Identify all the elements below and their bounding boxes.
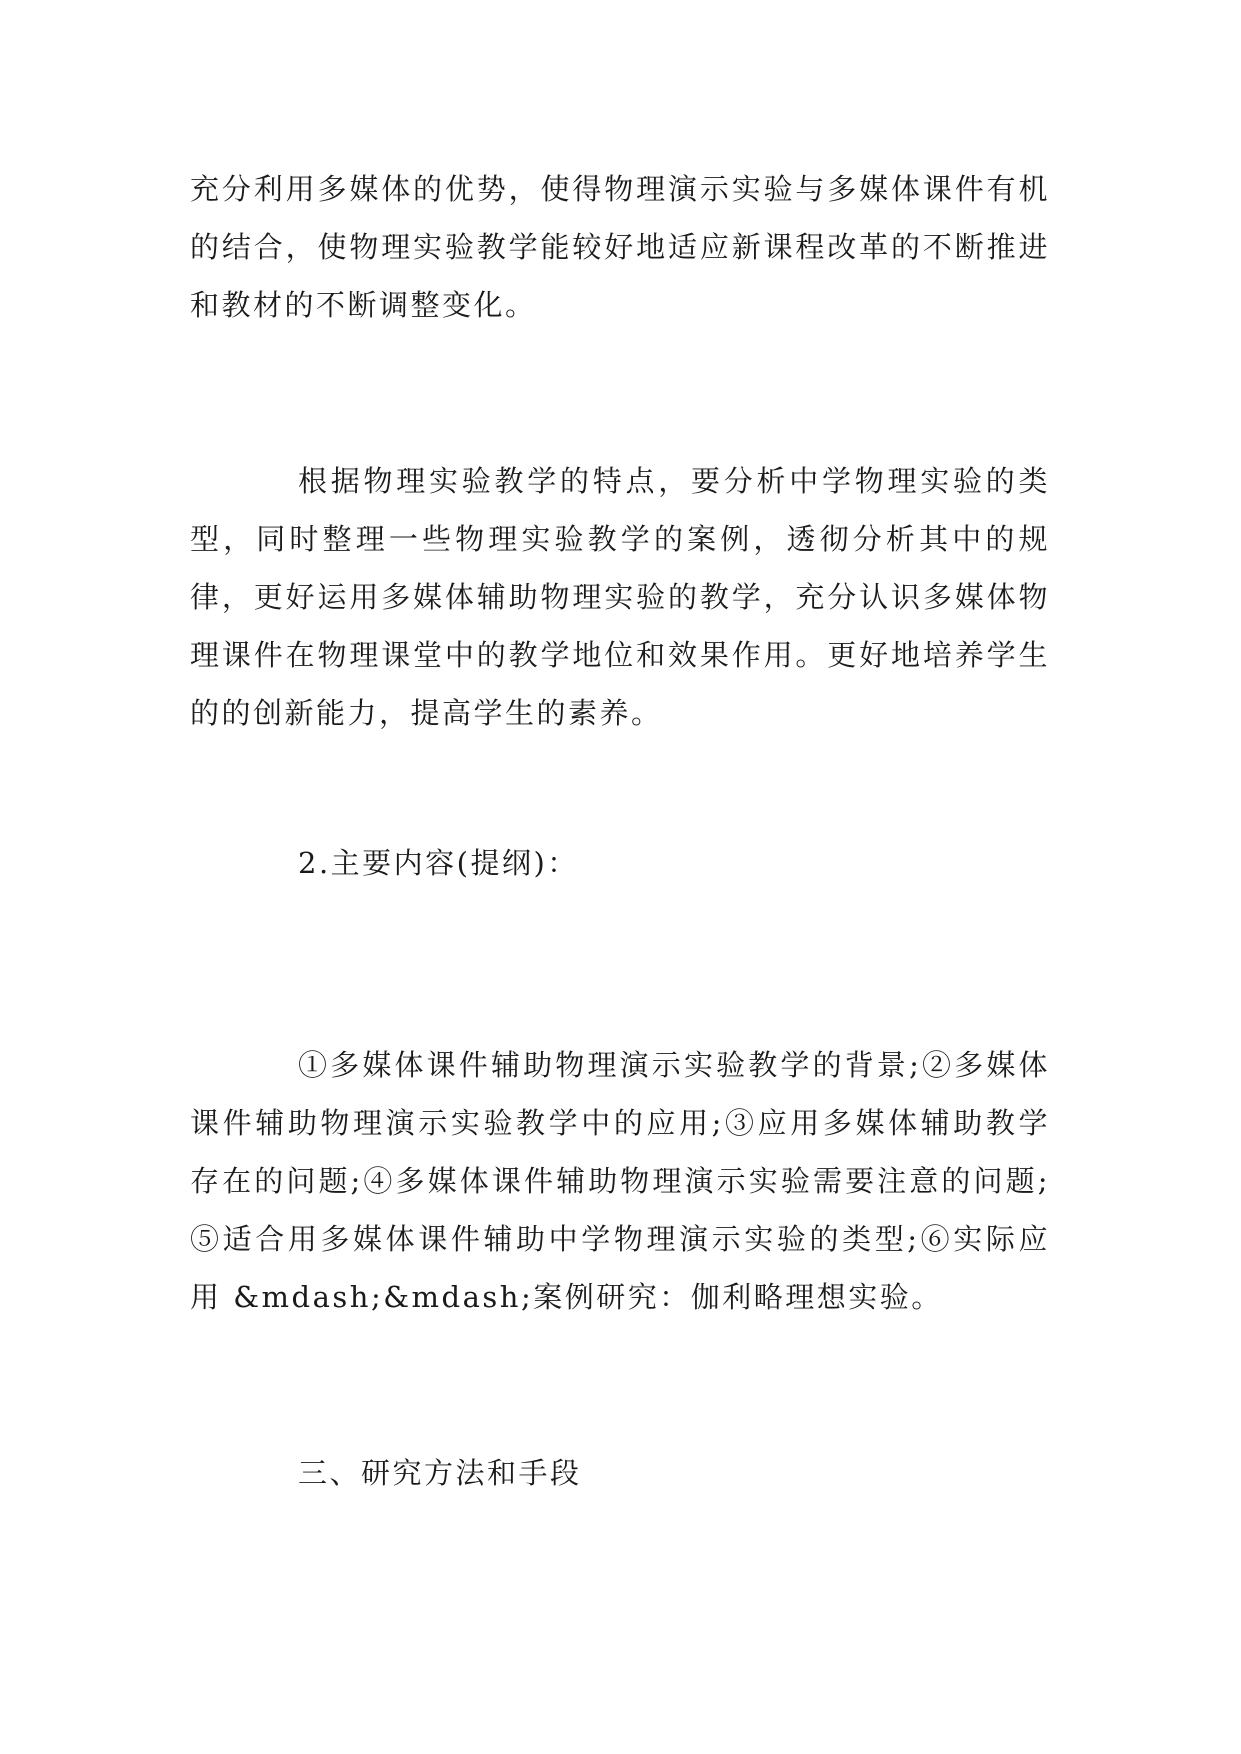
- paragraph-experiment-analysis: 根据物理实验教学的特点，要分析中学物理实验的类型，同时整理一些物理实验教学的案例，透彻分析其中的规律，更好运用多媒体辅助物理实验的教学，充分认识多媒体物理课件在物理课堂中的教学地位和效果作用。更好地培养学生的的创新能力，提高学生的素养。: [190, 464, 1050, 730]
- paragraph-multimedia-advantage: 充分利用多媒体的优势，使得物理演示实验与多媒体课件有机的结合，使物理实验教学能较好地适应新课程改革的不断推进和教材的不断调整变化。: [190, 172, 1050, 322]
- section-heading-research-methods: 三、研究方法和手段: [298, 1456, 582, 1490]
- section-heading-main-content: 2.主要内容(提纲)：: [298, 846, 579, 880]
- paragraph-content-outline: ①多媒体课件辅助物理演示实验教学的背景;②多媒体课件辅助物理演示实验教学中的应用;③应用多媒体辅助教学存在的问题;④多媒体课件辅助物理演示实验需要注意的问题;⑤适合用多媒体课件辅助中学物理演示实验的类型;⑥实际应用 &mdash;&mdash;案例研究：伽利略理想实验。: [190, 1048, 1050, 1314]
